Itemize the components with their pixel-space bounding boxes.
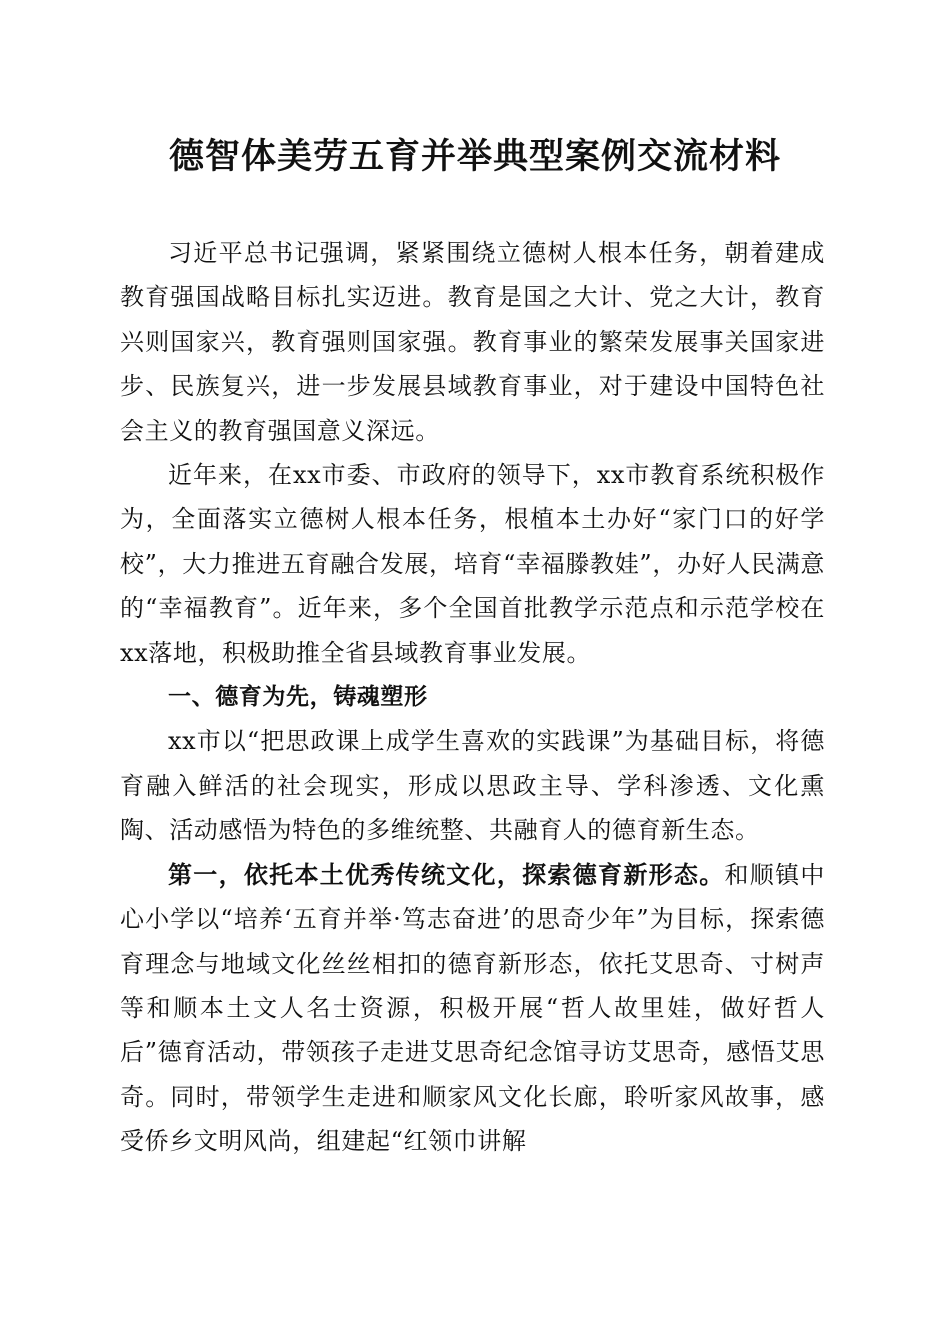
paragraph-lead-sentence: 第一，依托本土优秀传统文化，探索德育新形态。: [168, 859, 725, 889]
paragraph-body-text: 和顺镇中心小学以“培养‘五育并举·笃志奋进’的思奇少年”为目标，探索德育理念与地域文化丝丝相扣的德育新形态，依托艾思奇、寸树声等和顺本土文人名士资源，积极开展“哲人故里娃，做好哲人后”德育活动，带领孩子走进艾思奇纪念馆寻访艾思奇，感悟艾思奇。同时，带领学生走进和顺家风文化长廊，聆听家风故事，感受侨乡文明风尚，组建起“红领巾讲解: [120, 860, 826, 1156]
background-paragraph: 近年来，在xx市委、市政府的领导下，xx市教育系统积极作为，全面落实立德树人根本任务，根植本土办好“家门口的好学校”，大力推进五育融合发展，培育“幸福滕教娃”，办好人民满意的“幸福教育”。近年来，多个全国首批教学示范点和示范学校在xx落地，积极助推全省县域教育事业发展。: [120, 461, 825, 667]
section-heading: 一、德育为先，铸魂塑形: [168, 684, 428, 711]
intro-paragraph: 习近平总书记强调，紧紧围绕立德树人根本任务，朝着建成教育强国战略目标扎实迈进。教育是国之大计、党之大计，教育兴则国家兴，教育强则国家强。教育事业的繁荣发展事关国家进步、民族复兴，进一步发展县域教育事业，对于建设中国特色社会主义的教育强国意义深远。: [120, 239, 825, 445]
section-detail-paragraph: [120, 853, 825, 1164]
section-intro-paragraph: xx市以“把思政课上成学生喜欢的实践课”为基础目标，将德育融入鲜活的社会现实，形成以思政主导、学科渗透、文化熏陶、活动感悟为特色的多维统整、共融育人的德育新生态。: [120, 727, 825, 845]
document-body: [120, 231, 825, 1164]
document-title: 德智体美劳五育并举典型案例交流材料: [168, 136, 781, 177]
